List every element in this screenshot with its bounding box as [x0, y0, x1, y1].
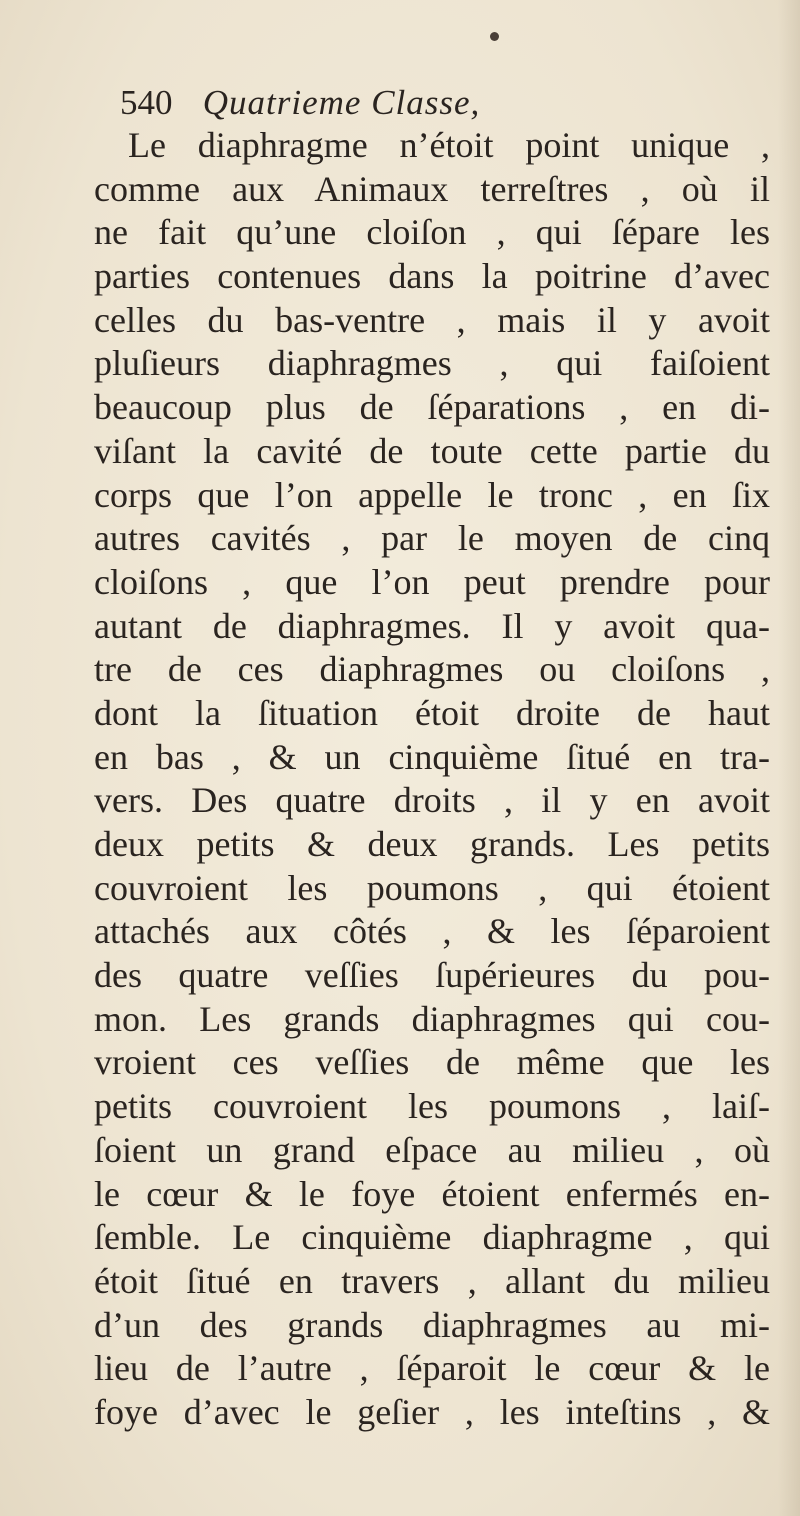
text-line: petits couvroient les poumons , laiſ-	[94, 1086, 770, 1127]
text-line: ſemble. Le cinquième diaphragme , qui	[94, 1217, 770, 1258]
running-head	[120, 80, 760, 126]
text-line: foye d’avec le geſier , les inteſtins , &	[94, 1391, 770, 1432]
text-line: vroient ces veſſies de même que les	[94, 1042, 770, 1083]
text-line: mon. Les grands diaphragmes qui cou-	[94, 998, 770, 1039]
text-line: vers. Des quatre droits , il y en avoit	[94, 780, 770, 821]
text-line: viſant la cavité de toute cette partie du	[94, 430, 770, 471]
text-line: parties contenues dans la poitrine d’avec	[94, 256, 770, 297]
text-line: en bas , & un cinquième ſitué en tra-	[94, 736, 770, 777]
text-line: autres cavités , par le moyen de cinq	[94, 518, 770, 559]
text-line: celles du bas-ventre , mais il y avoit	[94, 299, 770, 340]
text-line: comme aux Animaux terreſtres , où il	[94, 168, 770, 209]
text-line: le cœur & le foye étoient enfermés en-	[94, 1173, 770, 1214]
text-line: cloiſons , que l’on peut prendre pour	[94, 561, 770, 602]
text-line: des quatre veſſies ſupérieures du pou-	[94, 955, 770, 996]
text-line: autant de diaphragmes. Il y avoit qua-	[94, 605, 770, 646]
text-line: attachés aux côtés , & les ſéparoient	[94, 911, 770, 952]
text-line: tre de ces diaphragmes ou cloiſons ,	[94, 649, 770, 690]
text-line: corps que l’on appelle le tronc , en ſix	[94, 474, 770, 515]
text-line: d’un des grands diaphragmes au mi-	[94, 1304, 770, 1345]
text-line: ne fait qu’une cloiſon , qui ſépare les	[94, 212, 770, 253]
text-line: Le diaphragme n’étoit point unique ,	[128, 125, 770, 165]
text-line: étoit ſitué en travers , allant du milieu	[94, 1260, 770, 1301]
text-line: deux petits & deux grands. Les petits	[94, 824, 770, 864]
text-line: beaucoup plus de ſéparations , en di-	[94, 387, 770, 428]
text-line: ſoient un grand eſpace au milieu , où	[94, 1129, 770, 1170]
body-text	[94, 124, 770, 1435]
ink-spot	[490, 32, 499, 41]
text-line: pluſieurs diaphragmes , qui faiſoient	[94, 343, 770, 384]
text-line: dont la ſituation étoit droite de haut	[94, 692, 770, 733]
text-line: couvroient les poumons , qui étoient	[94, 867, 770, 908]
text-line: lieu de l’autre , ſéparoit le cœur & le	[94, 1348, 770, 1389]
page-number: 540	[120, 83, 173, 122]
running-title: Quatrieme Classe,	[202, 83, 481, 122]
